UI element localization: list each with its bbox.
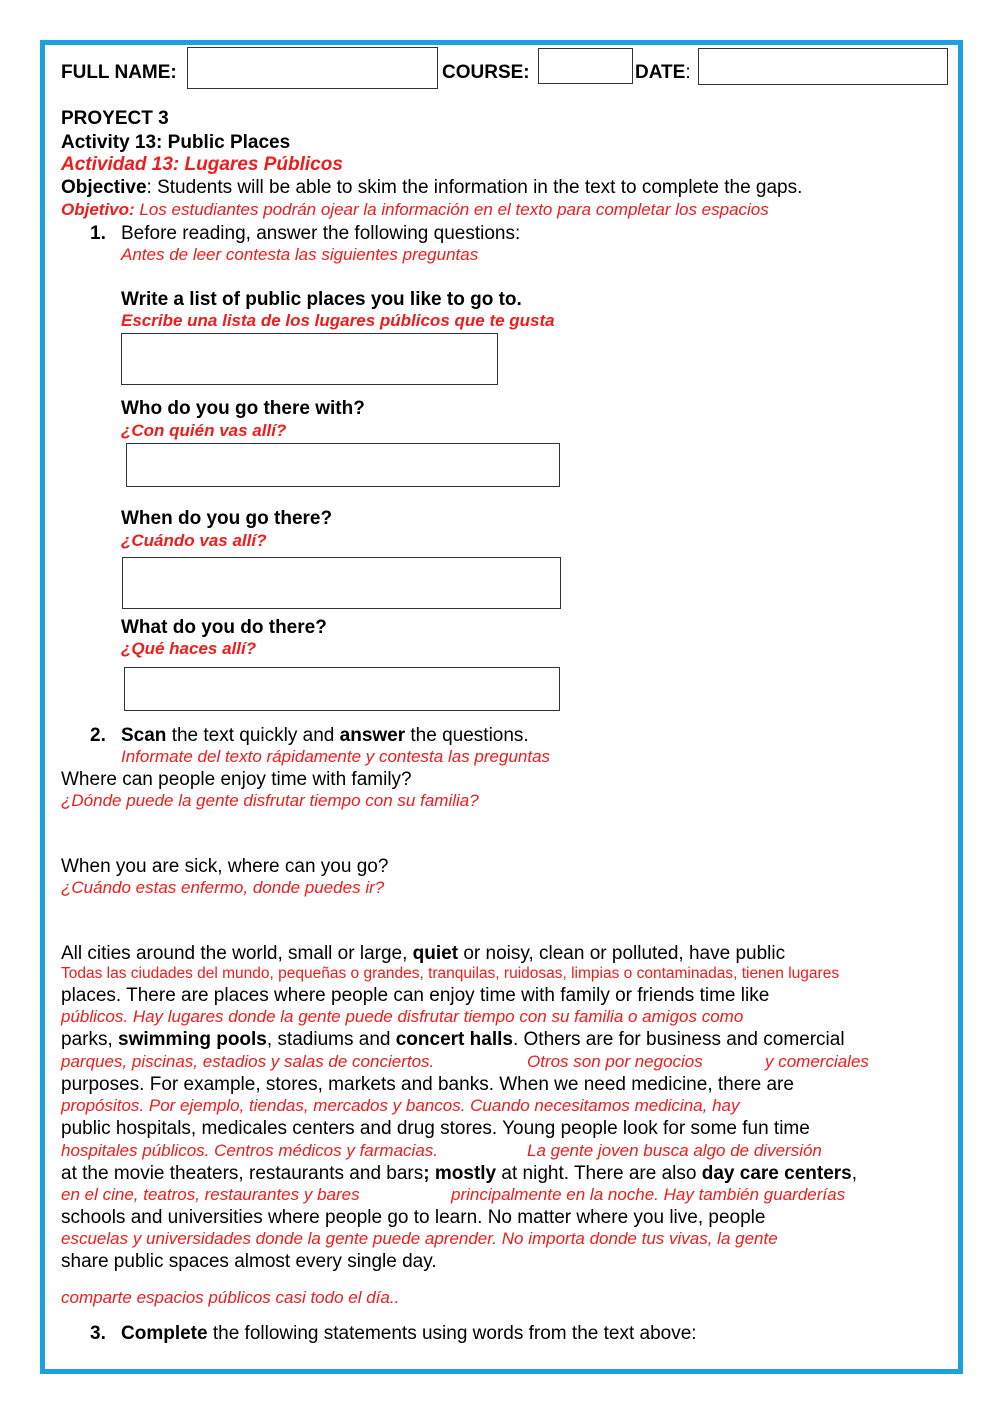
full-name-field[interactable] bbox=[187, 47, 438, 89]
reading-line-5-es-a: hospitales públicos. Centros médicos y farmacias. bbox=[61, 1141, 438, 1160]
answer-input-2[interactable] bbox=[127, 444, 559, 486]
text-span: , stadiums and bbox=[266, 1029, 396, 1050]
objective-es-text: Los estudiantes podrán ojear la información en el texto para completar los espacios bbox=[134, 200, 769, 219]
answer-box-1[interactable] bbox=[121, 333, 498, 385]
reading-line-3-es-a: parques, piscinas, estadios y salas de conciertos. bbox=[61, 1052, 435, 1071]
question-3: When do you go there? bbox=[121, 508, 333, 529]
question-1: Write a list of public places you like to go to. bbox=[121, 289, 522, 310]
text-span: , bbox=[851, 1163, 858, 1184]
scan-question-1-es: ¿Dónde puede la gente disfrutar tiempo con su familia? bbox=[61, 791, 479, 810]
reading-line-1-es: Todas las ciudades del mundo, pequeñas o grandes, tranquilas, ruidosas, limpias o contaminadas, tienen lugares bbox=[61, 965, 840, 982]
reading-line-1 bbox=[61, 943, 785, 965]
reading-line-4: purposes. For example, stores, markets and banks. When we need medicine, there are bbox=[61, 1074, 794, 1095]
section2-end: the questions. bbox=[405, 725, 529, 746]
section1-instruction-es: Antes de leer contesta las siguientes preguntas bbox=[121, 245, 479, 264]
text-span: at the movie theaters, restaurants and bars bbox=[61, 1163, 424, 1184]
date-label-wrap bbox=[635, 62, 691, 84]
scan-question-2-es: ¿Cuándo estas enfermo, donde puedes ir? bbox=[61, 878, 385, 897]
reading-line-4-es: propósitos. Por ejemplo, tiendas, mercados y bancos. Cuando necesitamos medicina, hay bbox=[61, 1096, 740, 1115]
date-colon: : bbox=[685, 62, 691, 83]
objective bbox=[61, 177, 802, 199]
bold-word: swimming pools bbox=[118, 1029, 267, 1050]
objective-es-label: Objetivo: bbox=[61, 200, 135, 219]
full-name-label: FULL NAME: bbox=[61, 62, 177, 83]
section1-instruction: Before reading, answer the following questions: bbox=[121, 223, 521, 244]
question-2: Who do you go there with? bbox=[121, 398, 365, 419]
objective-text: : Students will be able to skim the information in the text to complete the gaps. bbox=[146, 177, 803, 198]
text-span: parks, bbox=[61, 1029, 119, 1050]
answer-box-2[interactable] bbox=[126, 443, 560, 487]
reading-line-3-es-c: y comerciales bbox=[765, 1052, 869, 1071]
project-title: PROYECT 3 bbox=[61, 108, 169, 129]
answer-word: answer bbox=[339, 725, 406, 746]
activity-title: Activity 13: Public Places bbox=[61, 132, 291, 153]
scan-word: Scan bbox=[121, 725, 167, 746]
full-name-input[interactable] bbox=[188, 48, 437, 88]
activity-title-es: Actividad 13: Lugares Públicos bbox=[61, 154, 343, 175]
answer-box-4[interactable] bbox=[124, 667, 560, 711]
reading-line-6-es-b: principalmente en la noche. Hay también guarderías bbox=[451, 1185, 846, 1204]
objective-es bbox=[61, 200, 769, 220]
bold-word: quiet bbox=[412, 943, 459, 964]
section2-instruction-es: Informate del texto rápidamente y contesta las preguntas bbox=[121, 747, 551, 766]
reading-line-3 bbox=[61, 1029, 845, 1051]
bold-word: ; mostly bbox=[423, 1163, 497, 1184]
course-input[interactable] bbox=[539, 49, 632, 83]
text-span: All cities around the world, small or large, bbox=[61, 943, 413, 964]
bold-word: day care centers bbox=[701, 1163, 852, 1184]
question-1-es: Escribe una lista de los lugares públicos que te gusta bbox=[121, 311, 555, 330]
answer-input-1[interactable] bbox=[122, 334, 497, 384]
course-field[interactable] bbox=[538, 48, 633, 84]
reading-line-2: places. There are places where people can enjoy time with family or friends time like bbox=[61, 985, 770, 1006]
section2-instruction bbox=[121, 725, 529, 747]
section3-number: 3. bbox=[90, 1323, 106, 1344]
objective-label: Objective bbox=[61, 177, 147, 198]
text-span: or noisy, clean or polluted, have public bbox=[458, 943, 786, 964]
reading-line-5-es-b: La gente joven busca algo de diversión bbox=[527, 1141, 822, 1160]
question-2-es: ¿Con quién vas allí? bbox=[121, 421, 287, 440]
date-label: DATE bbox=[635, 62, 686, 83]
date-field[interactable] bbox=[698, 48, 948, 85]
reading-line-5: public hospitals, medicales centers and drug stores. Young people look for some fun time bbox=[61, 1118, 810, 1139]
bold-word: concert halls bbox=[395, 1029, 513, 1050]
text-span: . Others are for business and comercial bbox=[512, 1029, 845, 1050]
course-label: COURSE: bbox=[442, 62, 530, 83]
scan-question-2: When you are sick, where can you go? bbox=[61, 856, 389, 877]
reading-line-8: share public spaces almost every single day. bbox=[61, 1251, 437, 1272]
reading-line-2-es: públicos. Hay lugares donde la gente puede disfrutar tiempo con su familia o amigos como bbox=[61, 1007, 744, 1026]
section3-rest: the following statements using words from the text above: bbox=[207, 1323, 697, 1344]
scan-question-1: Where can people enjoy time with family? bbox=[61, 769, 412, 790]
answer-input-4[interactable] bbox=[125, 668, 559, 710]
answer-input-3[interactable] bbox=[123, 558, 560, 608]
reading-line-3-es-b: Otros son por negocios bbox=[527, 1052, 703, 1071]
reading-line-7-es: escuelas y universidades donde la gente puede aprender. No importa donde tus vivas, la gente bbox=[61, 1229, 778, 1248]
section3-instruction bbox=[121, 1323, 697, 1345]
question-4-es: ¿Qué haces allí? bbox=[121, 639, 257, 658]
section1-number: 1. bbox=[90, 223, 106, 244]
section2-mid: the text quickly and bbox=[166, 725, 340, 746]
question-3-es: ¿Cuándo vas allí? bbox=[121, 531, 267, 550]
date-input[interactable] bbox=[699, 49, 947, 84]
text-span: at night. There are also bbox=[496, 1163, 702, 1184]
question-4: What do you do there? bbox=[121, 617, 327, 638]
reading-line-7: schools and universities where people go to learn. No matter where you live, people bbox=[61, 1207, 766, 1228]
reading-line-6 bbox=[61, 1163, 857, 1185]
answer-box-3[interactable] bbox=[122, 557, 561, 609]
reading-line-8-es: comparte espacios públicos casi todo el día.. bbox=[61, 1288, 400, 1307]
section2-number: 2. bbox=[90, 725, 106, 746]
complete-word: Complete bbox=[121, 1323, 208, 1344]
reading-line-6-es-a: en el cine, teatros, restaurantes y bares bbox=[61, 1185, 360, 1204]
